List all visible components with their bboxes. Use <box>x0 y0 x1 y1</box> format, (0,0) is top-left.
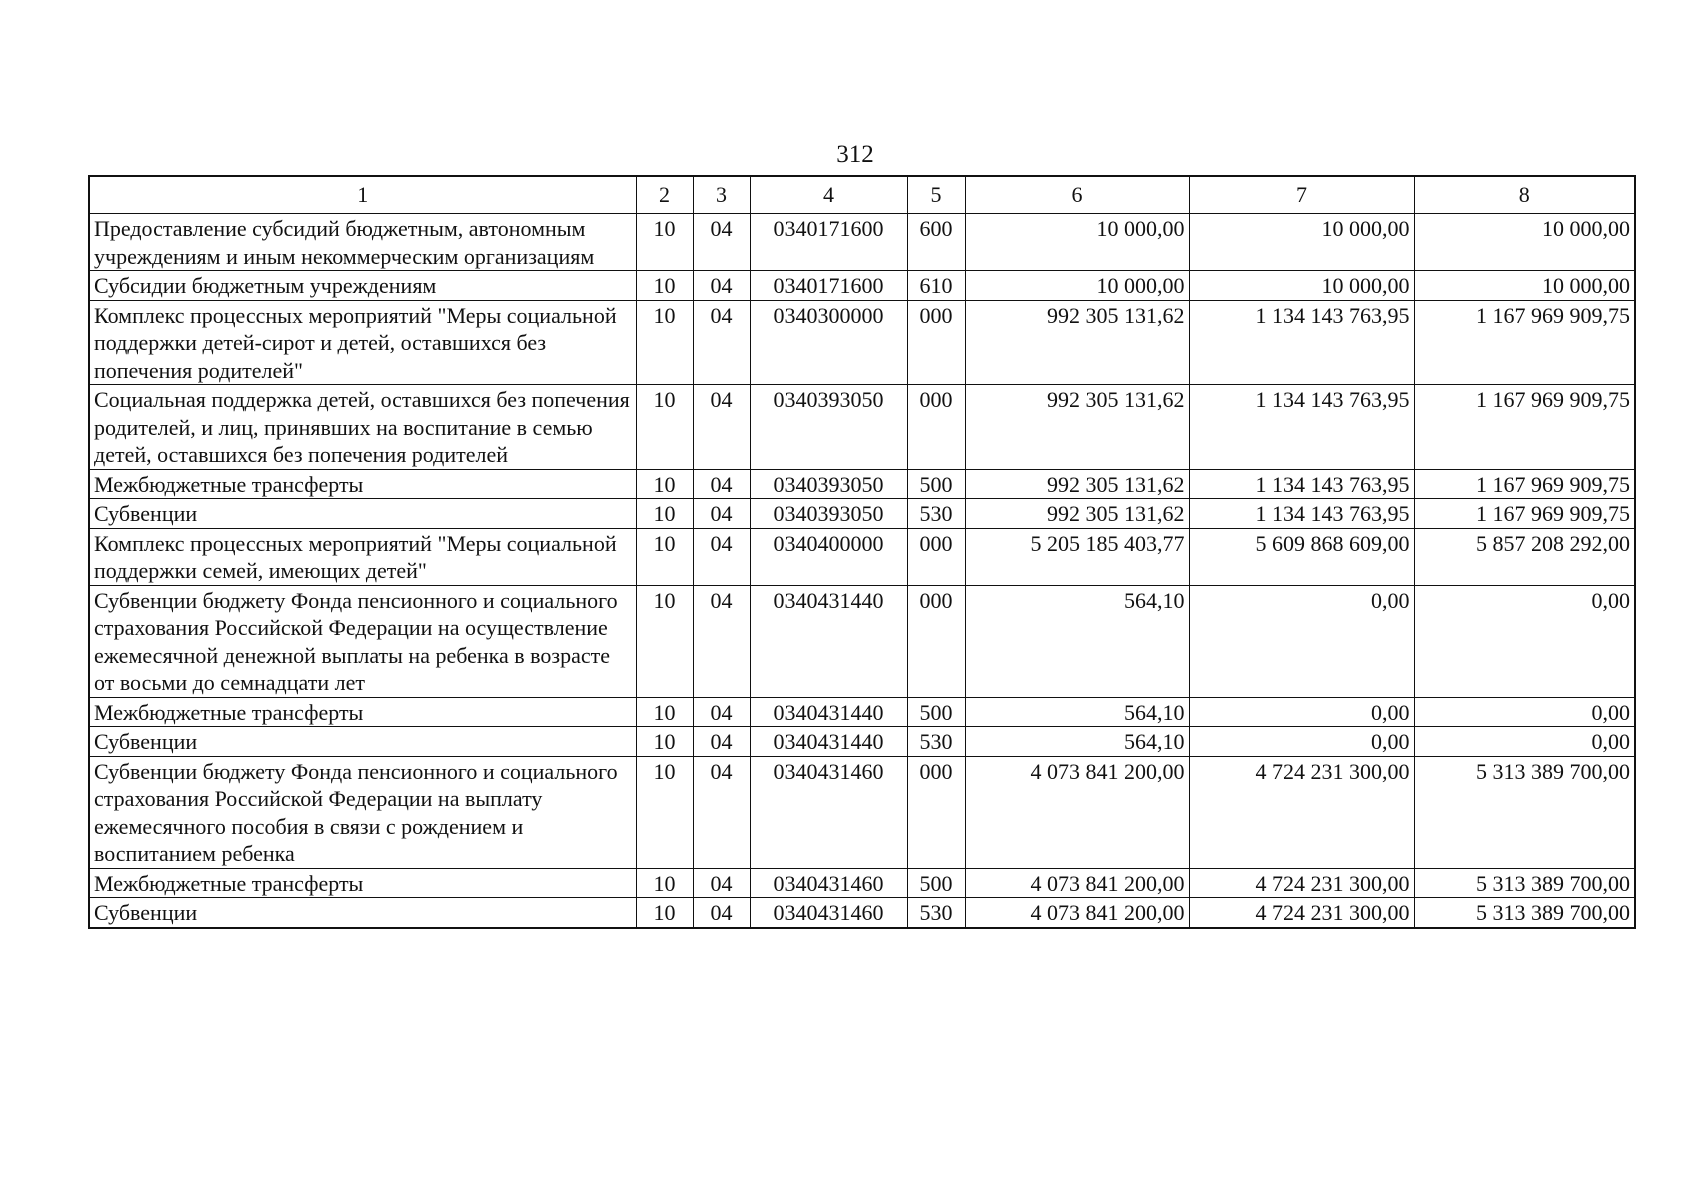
amount-col-7: 1 134 143 763,95 <box>1189 499 1414 529</box>
amount-col-8: 5 857 208 292,00 <box>1414 528 1635 585</box>
row-name: Субвенции бюджету Фонда пенсионного и социального страхования Российской Федерации на выплату ежемесячного пособия в связи с рождением и воспитанием ребенка <box>89 756 636 868</box>
expense-type-code: 500 <box>907 469 965 499</box>
amount-col-7: 1 134 143 763,95 <box>1189 300 1414 385</box>
amount-col-8: 5 313 389 700,00 <box>1414 868 1635 898</box>
budget-table <box>88 175 1636 929</box>
amount-col-6: 10 000,00 <box>965 271 1189 301</box>
amount-col-7: 0,00 <box>1189 585 1414 697</box>
row-name: Социальная поддержка детей, оставшихся без попечения родителей, и лиц, принявших на воспитание в семью детей, оставшихся без попечения родителей <box>89 385 636 470</box>
amount-col-7: 0,00 <box>1189 697 1414 727</box>
expense-type-code: 000 <box>907 385 965 470</box>
column-header-5: 5 <box>907 176 965 214</box>
expense-type-code: 600 <box>907 214 965 271</box>
table-header <box>89 176 1635 214</box>
subsection-code: 04 <box>693 727 750 757</box>
amount-col-7: 5 609 868 609,00 <box>1189 528 1414 585</box>
amount-col-8: 10 000,00 <box>1414 214 1635 271</box>
row-name: Субвенции бюджету Фонда пенсионного и социального страхования Российской Федерации на осуществление ежемесячной денежной выплаты на ребенка в возрасте от восьми до семнадцати лет <box>89 585 636 697</box>
amount-col-6: 4 073 841 200,00 <box>965 868 1189 898</box>
subsection-code: 04 <box>693 469 750 499</box>
expense-type-code: 610 <box>907 271 965 301</box>
table-row <box>89 271 1635 301</box>
target-article-code: 0340300000 <box>750 300 907 385</box>
amount-col-8: 1 167 969 909,75 <box>1414 469 1635 499</box>
amount-col-6: 992 305 131,62 <box>965 499 1189 529</box>
target-article-code: 0340171600 <box>750 271 907 301</box>
subsection-code: 04 <box>693 385 750 470</box>
subsection-code: 04 <box>693 898 750 928</box>
amount-col-8: 5 313 389 700,00 <box>1414 898 1635 928</box>
row-name: Субвенции <box>89 499 636 529</box>
amount-col-8: 0,00 <box>1414 727 1635 757</box>
section-code: 10 <box>636 697 693 727</box>
target-article-code: 0340431460 <box>750 898 907 928</box>
table-row <box>89 469 1635 499</box>
column-header-3: 3 <box>693 176 750 214</box>
section-code: 10 <box>636 756 693 868</box>
table-row <box>89 697 1635 727</box>
target-article-code: 0340393050 <box>750 469 907 499</box>
amount-col-6: 992 305 131,62 <box>965 469 1189 499</box>
row-name: Предоставление субсидий бюджетным, автономным учреждениям и иным некоммерческим организациям <box>89 214 636 271</box>
row-name: Субвенции <box>89 727 636 757</box>
target-article-code: 0340400000 <box>750 528 907 585</box>
expense-type-code: 500 <box>907 697 965 727</box>
amount-col-8: 10 000,00 <box>1414 271 1635 301</box>
target-article-code: 0340431460 <box>750 756 907 868</box>
column-header-2: 2 <box>636 176 693 214</box>
amount-col-6: 5 205 185 403,77 <box>965 528 1189 585</box>
table-row <box>89 727 1635 757</box>
row-name: Субвенции <box>89 898 636 928</box>
subsection-code: 04 <box>693 300 750 385</box>
subsection-code: 04 <box>693 499 750 529</box>
amount-col-8: 0,00 <box>1414 585 1635 697</box>
row-name: Комплекс процессных мероприятий "Меры социальной поддержки детей-сирот и детей, оставшихся без попечения родителей" <box>89 300 636 385</box>
amount-col-8: 0,00 <box>1414 697 1635 727</box>
table-row <box>89 214 1635 271</box>
section-code: 10 <box>636 271 693 301</box>
amount-col-6: 10 000,00 <box>965 214 1189 271</box>
amount-col-8: 1 167 969 909,75 <box>1414 499 1635 529</box>
column-header-7: 7 <box>1189 176 1414 214</box>
section-code: 10 <box>636 214 693 271</box>
table-row <box>89 528 1635 585</box>
section-code: 10 <box>636 528 693 585</box>
target-article-code: 0340431440 <box>750 585 907 697</box>
row-name: Межбюджетные трансферты <box>89 868 636 898</box>
amount-col-6: 564,10 <box>965 727 1189 757</box>
amount-col-7: 1 134 143 763,95 <box>1189 469 1414 499</box>
expense-type-code: 530 <box>907 898 965 928</box>
subsection-code: 04 <box>693 585 750 697</box>
section-code: 10 <box>636 585 693 697</box>
target-article-code: 0340431440 <box>750 727 907 757</box>
section-code: 10 <box>636 469 693 499</box>
column-header-4: 4 <box>750 176 907 214</box>
amount-col-7: 4 724 231 300,00 <box>1189 898 1414 928</box>
amount-col-7: 10 000,00 <box>1189 214 1414 271</box>
target-article-code: 0340431440 <box>750 697 907 727</box>
section-code: 10 <box>636 727 693 757</box>
target-article-code: 0340171600 <box>750 214 907 271</box>
subsection-code: 04 <box>693 214 750 271</box>
amount-col-8: 1 167 969 909,75 <box>1414 300 1635 385</box>
section-code: 10 <box>636 868 693 898</box>
expense-type-code: 000 <box>907 585 965 697</box>
amount-col-7: 1 134 143 763,95 <box>1189 385 1414 470</box>
expense-type-code: 500 <box>907 868 965 898</box>
expense-type-code: 530 <box>907 499 965 529</box>
column-header-6: 6 <box>965 176 1189 214</box>
amount-col-6: 992 305 131,62 <box>965 385 1189 470</box>
amount-col-6: 564,10 <box>965 585 1189 697</box>
amount-col-8: 5 313 389 700,00 <box>1414 756 1635 868</box>
amount-col-7: 4 724 231 300,00 <box>1189 756 1414 868</box>
section-code: 10 <box>636 385 693 470</box>
table-body <box>89 214 1635 928</box>
expense-type-code: 530 <box>907 727 965 757</box>
subsection-code: 04 <box>693 697 750 727</box>
amount-col-7: 0,00 <box>1189 727 1414 757</box>
subsection-code: 04 <box>693 271 750 301</box>
expense-type-code: 000 <box>907 300 965 385</box>
row-name: Комплекс процессных мероприятий "Меры социальной поддержки семей, имеющих детей" <box>89 528 636 585</box>
table-row <box>89 756 1635 868</box>
table-row <box>89 868 1635 898</box>
subsection-code: 04 <box>693 868 750 898</box>
row-name: Субсидии бюджетным учреждениям <box>89 271 636 301</box>
section-code: 10 <box>636 898 693 928</box>
page-number: 312 <box>836 141 874 168</box>
section-code: 10 <box>636 300 693 385</box>
amount-col-6: 992 305 131,62 <box>965 300 1189 385</box>
column-header-1: 1 <box>89 176 636 214</box>
amount-col-6: 564,10 <box>965 697 1189 727</box>
amount-col-7: 4 724 231 300,00 <box>1189 868 1414 898</box>
amount-col-6: 4 073 841 200,00 <box>965 756 1189 868</box>
subsection-code: 04 <box>693 756 750 868</box>
column-header-8: 8 <box>1414 176 1635 214</box>
target-article-code: 0340431460 <box>750 868 907 898</box>
table-row <box>89 499 1635 529</box>
subsection-code: 04 <box>693 528 750 585</box>
target-article-code: 0340393050 <box>750 385 907 470</box>
section-code: 10 <box>636 499 693 529</box>
amount-col-6: 4 073 841 200,00 <box>965 898 1189 928</box>
row-name: Межбюджетные трансферты <box>89 469 636 499</box>
amount-col-8: 1 167 969 909,75 <box>1414 385 1635 470</box>
expense-type-code: 000 <box>907 756 965 868</box>
table-row <box>89 300 1635 385</box>
table-row <box>89 585 1635 697</box>
expense-type-code: 000 <box>907 528 965 585</box>
amount-col-7: 10 000,00 <box>1189 271 1414 301</box>
target-article-code: 0340393050 <box>750 499 907 529</box>
table-row <box>89 385 1635 470</box>
row-name: Межбюджетные трансферты <box>89 697 636 727</box>
table-row <box>89 898 1635 928</box>
